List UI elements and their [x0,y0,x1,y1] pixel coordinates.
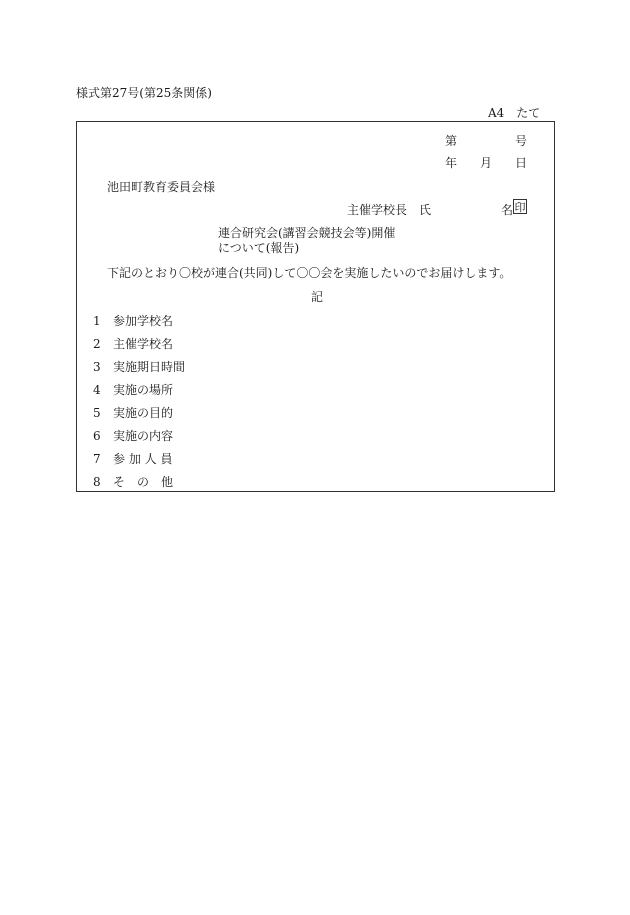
item-1 [93,312,173,329]
item-number: 4 [93,383,101,397]
item-number: 5 [93,406,101,420]
item-4 [93,381,173,398]
item-label: 実施期日時間 [113,360,186,374]
item-5 [93,404,173,421]
item-number: 1 [93,314,101,328]
doc-number-prefix: 第 [445,134,458,148]
sender-name-right: 名 [501,203,514,217]
item-label: 実施の内容 [113,429,174,443]
subject-line-1: 連合研究会(講習会競技会等)開催 [218,226,396,240]
body-text: 下記のとおり〇校が連合(共同)して〇〇会を実施したいのでお届けします。 [107,266,512,280]
item-number: 6 [93,429,101,443]
item-7 [93,450,172,467]
date-day: 日 [515,156,528,170]
item-number: 7 [93,452,101,466]
item-label: 実施の場所 [113,383,174,397]
item-6 [93,427,173,444]
item-number: 8 [93,475,101,489]
item-3 [93,358,185,375]
form-number: 様式第27号(第25条関係) [76,86,212,100]
sender-row [347,201,514,218]
item-2 [93,335,173,352]
subject-line-2: について(報告) [218,241,300,255]
item-label: そ の 他 [113,475,174,489]
item-label: 参 加 人 員 [113,452,173,466]
sender-title: 主催学校長 [347,203,408,217]
date-year: 年 [445,156,458,170]
date-month: 月 [480,156,493,170]
item-8 [93,473,173,490]
sender-name-left: 氏 [419,203,432,217]
item-number: 2 [93,337,101,351]
report-form [76,121,555,492]
item-label: 主催学校名 [113,337,174,351]
item-label: 参加学校名 [113,314,174,328]
seal-mark: 印 [514,201,526,214]
doc-number-suffix: 号 [515,134,528,148]
paper-size-note: A4 たて [488,106,541,120]
ki-label: 記 [311,290,324,304]
item-label: 実施の目的 [113,406,174,420]
item-number: 3 [93,360,101,374]
recipient: 池田町教育委員会様 [107,180,216,194]
